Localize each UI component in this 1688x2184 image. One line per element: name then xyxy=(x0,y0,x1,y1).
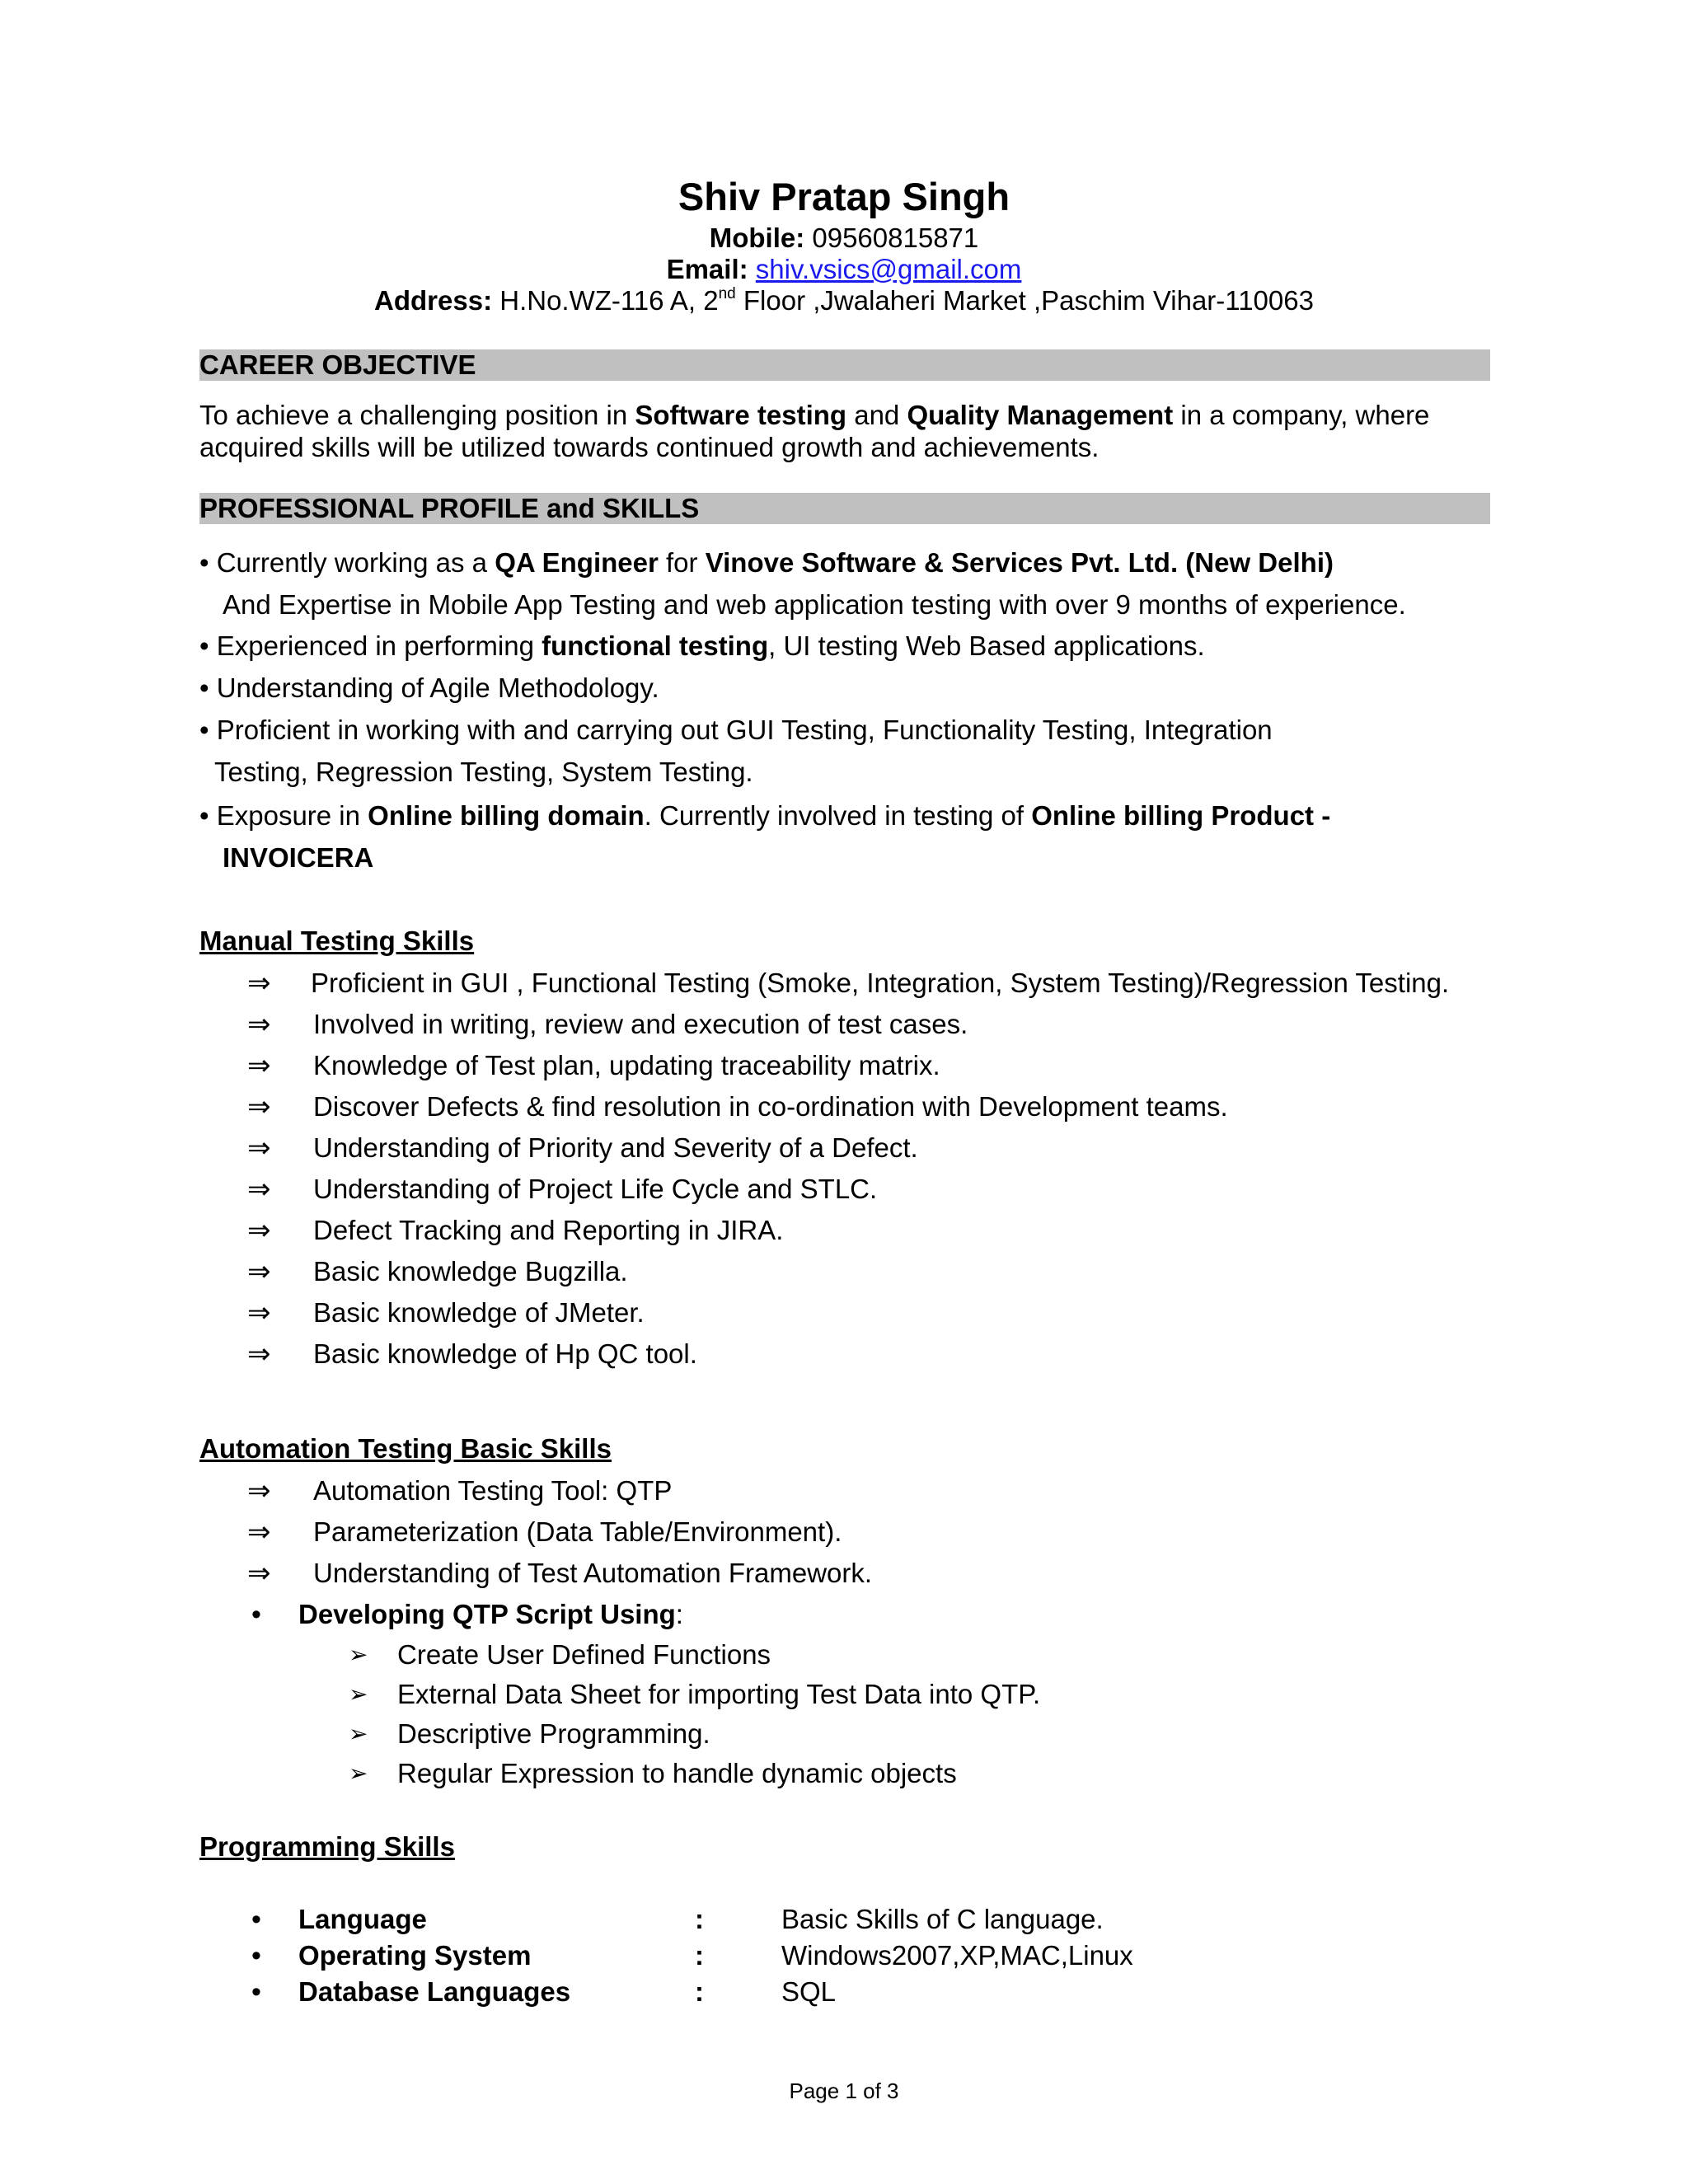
round-bullet: • xyxy=(251,1940,261,1971)
address-value: H.No.WZ-116 A, 2nd Floor ,Jwalaheri Market ,Paschim Vihar-110063 xyxy=(499,285,1314,316)
arrow-bullet: ⇒ xyxy=(247,1174,271,1205)
arrow-bullet: ⇒ xyxy=(247,1475,271,1507)
profile-item-agile: • Understanding of Agile Methodology. xyxy=(199,673,659,703)
mobile-label: Mobile: xyxy=(709,223,805,253)
skill-value-language: Basic Skills of C language. xyxy=(781,1904,1104,1934)
arrow-bullet: ⇒ xyxy=(247,968,271,999)
candidate-name: Shiv Pratap Singh xyxy=(678,175,1010,218)
manual-skill-item: Proficient in GUI , Functional Testing (Smoke, Integration, System Testing)/Regression Testing. xyxy=(311,968,1450,998)
email-line xyxy=(0,254,1688,285)
arrowhead-bullet-icon: ➢ xyxy=(349,1681,368,1707)
skill-colon: : xyxy=(695,1904,704,1934)
page-number: Page 1 of 3 xyxy=(789,2079,899,2103)
arrowhead-bullet-icon: ➢ xyxy=(349,1642,368,1667)
professional-profile-heading: PROFESSIONAL PROFILE and SKILLS xyxy=(199,493,1490,524)
round-bullet: • xyxy=(251,1976,261,2008)
arrow-bullet: ⇒ xyxy=(247,1215,271,1246)
automation-skill-item: Parameterization (Data Table/Environment). xyxy=(313,1516,842,1547)
arrowhead-bullet-icon: ➢ xyxy=(349,1721,368,1746)
profile-item-proficient-cont: Testing, Regression Testing, System Testing. xyxy=(214,757,753,787)
profile-item-proficient: • Proficient in working with and carrying out GUI Testing, Functionality Testing, Integration xyxy=(199,715,1273,745)
mobile-value: 09560815871 xyxy=(812,223,979,253)
profile-item-billing-domain: • Exposure in Online billing domain. Currently involved in testing of Online billing Product - xyxy=(199,800,1331,831)
manual-skill-item: Basic knowledge of Hp QC tool. xyxy=(313,1338,697,1369)
arrow-bullet: ⇒ xyxy=(247,1558,271,1589)
qtp-script-heading: Developing QTP Script Using: xyxy=(298,1599,683,1629)
arrowhead-bullet-icon: ➢ xyxy=(349,1760,368,1786)
email-link[interactable]: shiv.vsics@gmail.com xyxy=(755,254,1022,284)
arrow-bullet: ⇒ xyxy=(247,1297,271,1329)
email-label: Email: xyxy=(666,254,748,284)
round-bullet: • xyxy=(251,1599,261,1630)
skill-label-os: Operating System xyxy=(298,1940,532,1971)
manual-skill-item: Discover Defects & find resolution in co-ordination with Development teams. xyxy=(313,1091,1228,1122)
automation-testing-heading: Automation Testing Basic Skills xyxy=(199,1433,612,1464)
skill-label-language: Language xyxy=(298,1904,427,1934)
arrow-bullet: ⇒ xyxy=(247,1256,271,1287)
qtp-script-item: External Data Sheet for importing Test Data into QTP. xyxy=(397,1679,1041,1709)
round-bullet: • xyxy=(251,1904,261,1935)
arrow-bullet: ⇒ xyxy=(247,1516,271,1548)
qtp-script-item: Regular Expression to handle dynamic objects xyxy=(397,1758,957,1788)
skill-value-os: Windows2007,XP,MAC,Linux xyxy=(781,1940,1133,1971)
profile-item-product-name: INVOICERA xyxy=(223,842,374,873)
manual-skill-item: Defect Tracking and Reporting in JIRA. xyxy=(313,1215,784,1245)
arrow-bullet: ⇒ xyxy=(247,1338,271,1370)
arrow-bullet: ⇒ xyxy=(247,1091,271,1122)
programming-skills-heading: Programming Skills xyxy=(199,1831,455,1862)
profile-item-expertise: And Expertise in Mobile App Testing and web application testing with over 9 months of experience. xyxy=(223,589,1406,620)
manual-skill-item: Basic knowledge Bugzilla. xyxy=(313,1256,628,1286)
arrow-bullet: ⇒ xyxy=(247,1050,271,1081)
qtp-script-item: Descriptive Programming. xyxy=(397,1718,710,1749)
address-label: Address: xyxy=(374,285,493,316)
manual-skill-item: Basic knowledge of JMeter. xyxy=(313,1297,645,1328)
career-objective-text: To achieve a challenging position in Software testing and Quality Management in a company, where acquired skills will be utilized towards continued growth and achievements. xyxy=(199,400,1430,462)
skill-colon: : xyxy=(695,1940,704,1971)
career-objective-heading: CAREER OBJECTIVE xyxy=(199,349,1490,381)
manual-skill-item: Knowledge of Test plan, updating traceability matrix. xyxy=(313,1050,940,1080)
manual-testing-heading: Manual Testing Skills xyxy=(199,926,475,956)
mobile-line xyxy=(0,223,1688,254)
automation-skill-item: Understanding of Test Automation Framework. xyxy=(313,1558,873,1588)
automation-skill-item: Automation Testing Tool: QTP xyxy=(313,1475,673,1506)
arrow-bullet: ⇒ xyxy=(247,1132,271,1164)
skill-colon: : xyxy=(695,1976,704,2007)
skill-value-database: SQL xyxy=(781,1976,837,2007)
manual-skill-item: Understanding of Project Life Cycle and STLC. xyxy=(313,1174,878,1204)
manual-skill-item: Involved in writing, review and execution of test cases. xyxy=(313,1009,968,1039)
arrow-bullet: ⇒ xyxy=(247,1009,271,1040)
manual-skill-item: Understanding of Priority and Severity of a Defect. xyxy=(313,1132,918,1163)
address-line xyxy=(0,285,1688,316)
skill-label-database: Database Languages xyxy=(298,1976,571,2007)
profile-item-current-role: • Currently working as a QA Engineer for Vinove Software & Services Pvt. Ltd. (New Delhi) xyxy=(199,547,1334,578)
profile-item-functional-testing: • Experienced in performing functional testing, UI testing Web Based applications. xyxy=(199,630,1205,661)
qtp-script-item: Create User Defined Functions xyxy=(397,1639,771,1670)
